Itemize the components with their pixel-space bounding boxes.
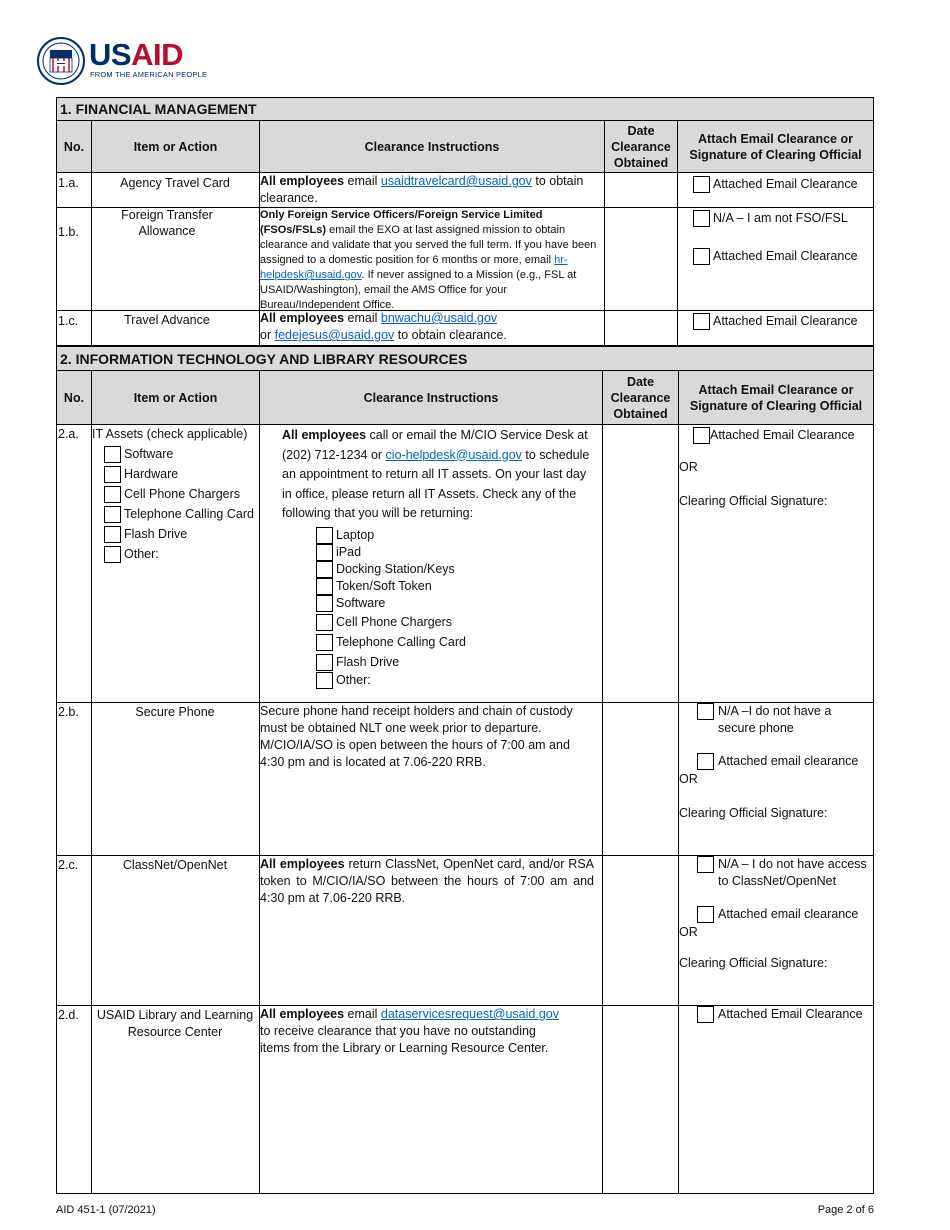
or-label-2c: OR [679,925,698,939]
row-2b-no: 2.b. [58,705,79,719]
clearing-signature-2c: Clearing Official Signature: [679,956,828,970]
attached-email-checkbox-2b[interactable]: Attached email clearance [679,751,869,771]
section-1-body [56,173,874,346]
item-check-software[interactable]: Software [104,444,258,464]
item-check-cell-chargers[interactable]: Cell Phone Chargers [104,484,258,504]
clearing-signature-2b: Clearing Official Signature: [679,806,828,820]
header-instructions: Clearance Instructions [259,121,604,172]
header-item-2: Item or Action [91,371,259,424]
return-ipad[interactable]: iPad [316,544,466,561]
row-2c-item: ClassNet/OpenNet [122,858,228,872]
return-docking-station[interactable]: Docking Station/Keys [316,561,466,578]
page-number: Page 2 of 6 [817,1204,874,1216]
return-checklist [316,527,466,689]
return-laptop[interactable]: Laptop [316,527,466,544]
row-2a-attach [679,425,869,510]
header-no: No. [63,139,85,154]
attached-email-checkbox-1c[interactable]: Attached Email Clearance [693,311,858,331]
return-cell-chargers[interactable]: Cell Phone Chargers [316,612,466,632]
usaid-tagline: FROM THE AMERICAN PEOPLE [90,70,208,79]
header-date-2: Date Clearance Obtained [602,371,678,424]
row-1a-attach [693,174,858,194]
fedejesus-link[interactable]: fedejesus@usaid.gov [274,328,395,342]
header-date: Date Clearance Obtained [604,121,677,172]
header-instructions-2: Clearance Instructions [259,371,602,424]
return-flash-drive[interactable]: Flash Drive [316,652,466,672]
attached-email-checkbox-1a[interactable]: Attached Email Clearance [693,174,858,194]
row-2d-attach [679,1004,863,1024]
na-fso-checkbox[interactable]: N/A – I am not FSO/FSL [693,208,858,228]
row-2d-no: 2.d. [58,1008,79,1022]
clearing-signature-2a: Clearing Official Signature: [679,494,828,508]
row-2d-item: USAID Library and Learning Resource Center [96,1008,254,1039]
return-calling-card[interactable]: Telephone Calling Card [316,632,466,652]
form-id: AID 451-1 (07/2021) [56,1204,156,1216]
return-other[interactable]: Other: [316,672,466,689]
return-token[interactable]: Token/Soft Token [316,578,466,595]
usaidtravelcard-link[interactable]: usaidtravelcard@usaid.gov [380,174,532,188]
header-attach-2: Attach Email Clearance or Signature of Clearing Official [678,371,873,424]
row-2b-instructions: Secure phone hand receipt holders and chain of custody must be obtained NLT one week prior to departure. M/CIO/IA/SO is open between the hours of 7:00 am and 4:30 pm and is located at 7.06-220 RRB. [260,704,573,769]
section-2-body [56,425,874,1194]
cio-helpdesk-link[interactable]: cio-helpdesk@usaid.gov [385,447,522,462]
row-2b-attach [679,703,869,822]
row-2a-item [92,426,258,564]
or-label-2b: OR [679,772,698,786]
header-attach: Attach Email Clearance or Signature of Clearing Official [677,121,873,172]
na-classnet-checkbox[interactable]: N/A – I do not have access to ClassNet/OpenNet [679,856,873,890]
attached-email-checkbox-1b[interactable]: Attached Email Clearance [693,246,858,266]
row-2a-instructions: All employees call or email the M/CIO Service Desk at (202) 712-1234 or cio-helpdesk@usaid.gov to schedule an appointment to return all IT assets. On your last day in office, please return all IT Assets. Check any of the following that you will be returning: [282,428,590,521]
section-1-header-row [56,121,874,173]
hr-helpdesk-link[interactable]: hr-helpdesk@usaid.gov [260,254,568,281]
dataservices-link[interactable]: dataservicesrequest@usaid.gov [380,1007,559,1021]
item-check-flash-drive[interactable]: Flash Drive [104,524,258,544]
row-2a-no: 2.a. [58,427,79,441]
section-1-title: 1. FINANCIAL MANAGEMENT [56,97,874,121]
or-label-2a: OR [679,460,698,474]
attached-email-checkbox-2c[interactable]: Attached email clearance [679,904,873,924]
item-check-other[interactable]: Other: [104,544,258,564]
row-1c-no: 1.c. [58,314,79,328]
row-1c-item: Travel Advance [124,313,210,327]
usaid-wordmark: USAID [89,37,183,72]
row-2c-attach [679,856,873,972]
row-2c-instructions: All employees return ClassNet, OpenNet card, and/or RSA token to M/CIO/IA/SO between the hours of 7:00 am and 4:30 pm at 7.06-220 RRB. [260,857,594,905]
item-check-calling-card[interactable]: Telephone Calling Card [104,504,258,524]
header-no-2: No. [63,390,85,405]
section-2-header-row [56,371,874,425]
row-1c-instructions: All employees email bnwachu@usaid.gov or fedejesus@usaid.gov to obtain clearance. [260,311,507,342]
return-software[interactable]: Software [316,595,466,612]
row-1b-instructions: Only Foreign Service Officers/Foreign Service Limited (FSOs/FSLs) email the EXO at last assigned mission to obtain clearance and validate that you served the full term. If you have been assigned to a domestic position for 6 months or more, email hr-helpdesk@usaid.gov. If never assigned to a Mission (e.g., FSL at USAID/Washington), email the AMS Office for your Bureau/Independent Office. [260,209,597,309]
it-assets-label: IT Assets (check applicable) [92,427,248,441]
row-1b-no: 1.b. [58,225,79,239]
item-check-hardware[interactable]: Hardware [104,464,258,484]
attached-email-checkbox-2d[interactable]: Attached Email Clearance [679,1004,863,1024]
row-2d-instructions: All employees email dataservicesrequest@usaid.gov to receive clearance that you have no outstanding items from the Library or Learning Resource Center. [260,1007,559,1055]
usaid-logo [37,37,212,87]
row-1b-item: Foreign Transfer Allowance [121,208,213,238]
na-secure-phone-checkbox[interactable]: N/A –I do not have a secure phone [679,703,869,737]
row-1c-attach [693,311,858,331]
bnwachu-link[interactable]: bnwachu@usaid.gov [380,311,498,325]
section-2-title: 2. INFORMATION TECHNOLOGY AND LIBRARY RESOURCES [56,345,874,371]
row-1a-item: Agency Travel Card [120,176,230,190]
row-1a-no: 1.a. [58,176,79,190]
header-item: Item or Action [91,121,259,172]
row-2b-item: Secure Phone [135,705,215,719]
row-1b-attach [693,208,858,266]
row-1a-instructions: All employees email usaidtravelcard@usaid.gov to obtain clearance. [260,174,584,205]
row-2c-no: 2.c. [58,858,79,872]
it-assets-checklist [92,444,258,564]
attached-email-checkbox-2a[interactable]: Attached Email Clearance [679,425,869,445]
usaid-seal-icon [37,37,85,85]
